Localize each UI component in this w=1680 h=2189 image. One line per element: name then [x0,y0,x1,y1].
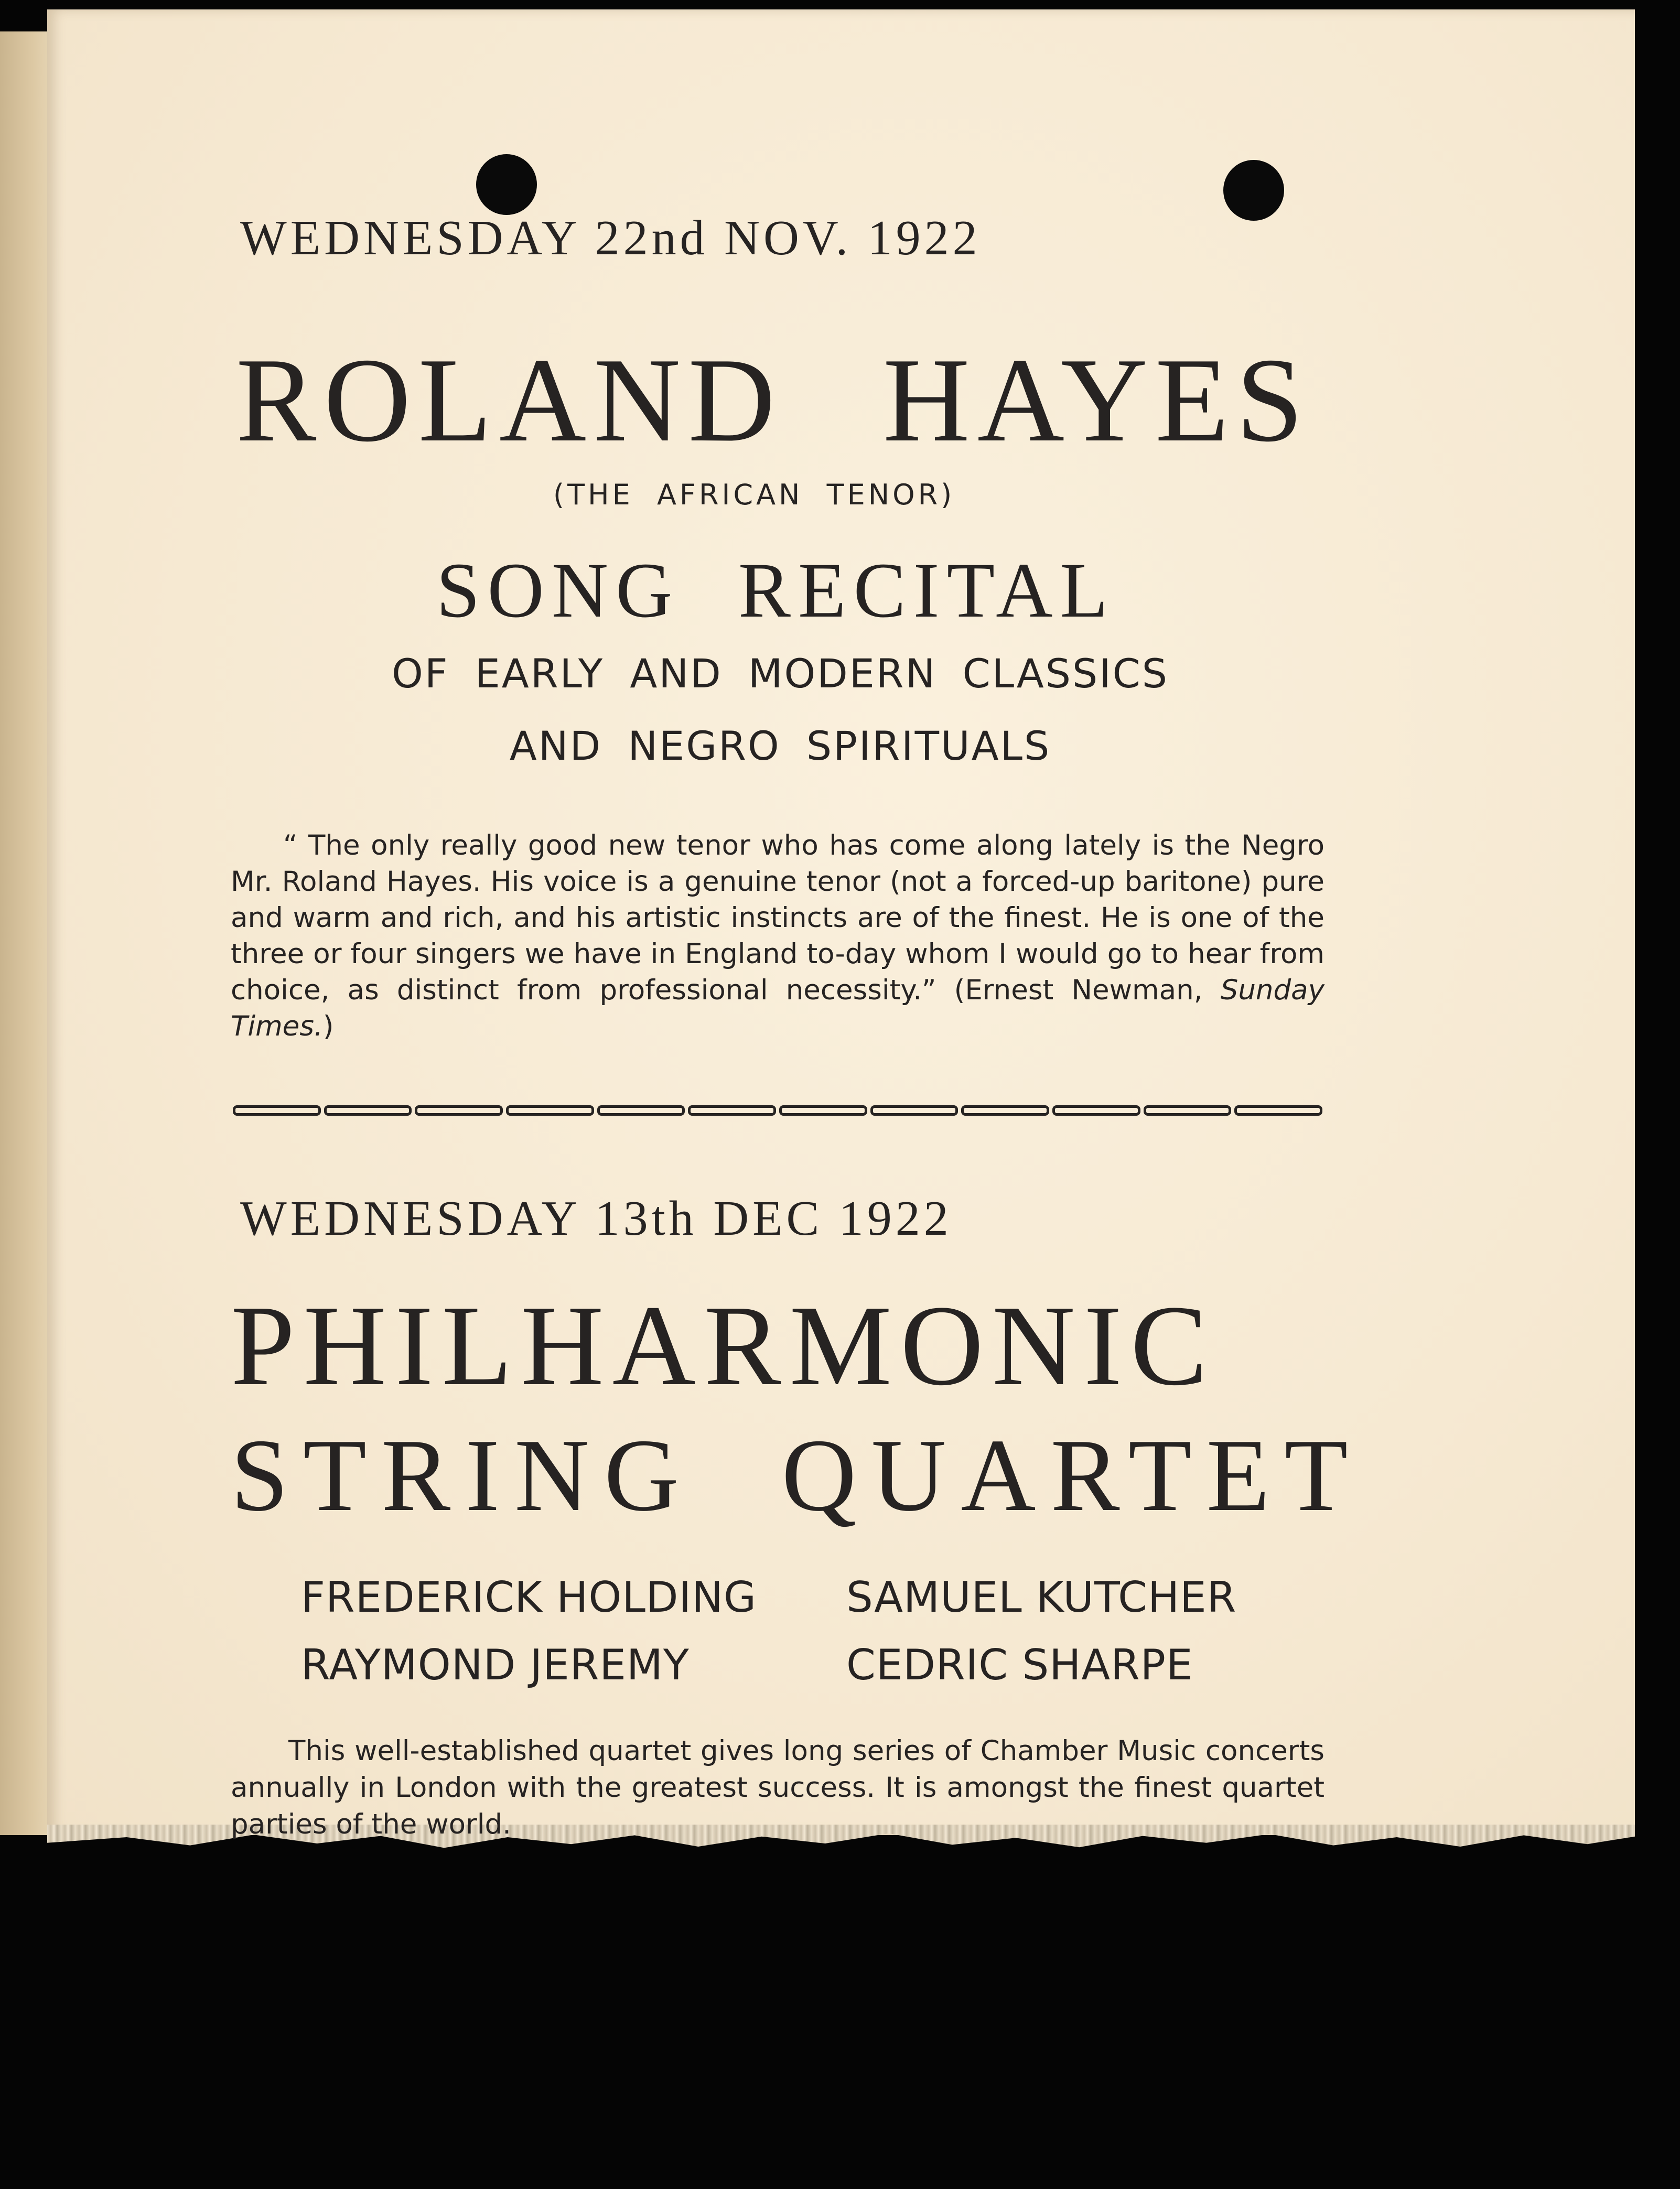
member-name: CEDRIC SHARPE [846,1641,1193,1689]
quote-text: “ The only really good new tenor who has come along lately is the Negro Mr. Roland Hayes. His voice is a genuine tenor (not a forced-up baritone) pure and warm and rich, and his artistic instincts are of the finest. He is one of the three or four singers we have in England to-day whom I would go to hear from choice, as distinct from professional necessity.” (Ernest Newman, [231,829,1324,1006]
event-2-description: This well-established quartet gives long series of Chamber Music concerts annually in London with the greatest success. It is amongst the finest quartet parties of the world. [231,1735,1324,1840]
punch-hole-right [1223,160,1284,221]
event-1-type: SONG RECITAL [436,547,1116,634]
event-1-artist-note: (THE AFRICAN TENOR) [553,478,955,511]
background-margin [1635,0,1680,2189]
event-1-press-quote [231,827,1324,1044]
quote-publication: Sunday Times. [231,974,1324,1042]
event-2-ensemble-line-1: PHILHARMONIC [231,1281,1216,1409]
event-1-program-line-2: AND NEGRO SPIRITUALS [509,723,1051,769]
event-2-date: WEDNESDAY 13th DEC 1922 [240,1191,952,1246]
event-1-artist: ROLAND HAYES [236,333,1311,467]
punch-hole-left [476,154,537,215]
member-name: RAYMOND JEREMY [301,1641,690,1689]
section-divider [233,1101,1322,1115]
quartet-members [301,1573,1329,1689]
member-name: SAMUEL KUTCHER [846,1573,1237,1622]
quote-close: ) [322,1010,334,1042]
event-1-program-line-1: OF EARLY AND MODERN CLASSICS [392,650,1169,697]
member-name: FREDERICK HOLDING [301,1573,757,1622]
event-2-ensemble-line-2: STRING QUARTET [231,1418,1363,1533]
event-1-date: WEDNESDAY 22nd NOV. 1922 [240,211,981,265]
